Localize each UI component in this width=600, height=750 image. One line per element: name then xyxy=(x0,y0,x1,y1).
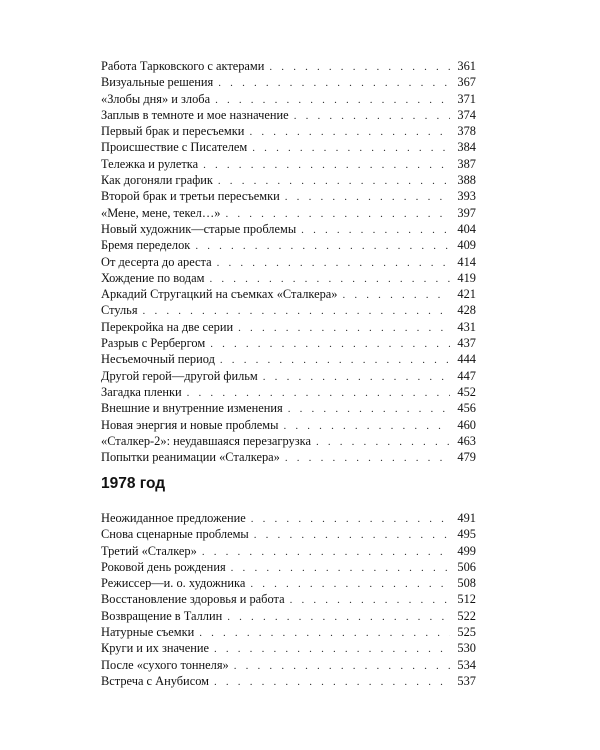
toc-dot-leader xyxy=(285,189,450,205)
toc-entry-page: 431 xyxy=(457,319,476,334)
toc-dot-leader xyxy=(214,674,450,690)
toc-entry xyxy=(101,575,476,591)
toc-entry-title: Возвращение в Таллин xyxy=(101,608,223,623)
toc-entry-page: 388 xyxy=(457,173,476,188)
toc-entry-title: Новая энергия и новые проблемы xyxy=(101,417,279,432)
toc-entry xyxy=(101,270,476,286)
toc-entry-page: 491 xyxy=(457,511,476,525)
toc-dot-leader xyxy=(210,336,450,352)
toc-entry-title: Тележка и рулетка xyxy=(101,156,199,171)
toc-entry xyxy=(101,384,476,400)
toc-entry xyxy=(101,673,476,689)
toc-entry-title: Новый художник—старые проблемы xyxy=(101,221,297,236)
toc-entry xyxy=(101,417,476,433)
toc-entry xyxy=(101,640,476,656)
toc-entry xyxy=(101,221,476,237)
toc-dot-leader xyxy=(238,320,450,336)
toc-entry-title: Режиссер—и. о. художника xyxy=(101,576,246,591)
toc-entry-title: Первый брак и пересъемки xyxy=(101,124,245,139)
toc-entry-page: 444 xyxy=(457,352,476,367)
toc-entry xyxy=(101,510,476,526)
toc-entry xyxy=(101,559,476,575)
toc-dot-leader xyxy=(283,418,450,434)
toc-entry-page: 404 xyxy=(457,221,476,236)
toc-dot-leader xyxy=(195,238,450,254)
toc-entry-title: «Мене, мене, текел…» xyxy=(101,205,221,220)
toc-entry xyxy=(101,205,476,221)
toc-entry-title: Происшествие с Писателем xyxy=(101,140,248,155)
toc-entry-page: 374 xyxy=(457,107,476,122)
toc-entry xyxy=(101,433,476,449)
toc-entry-page: 447 xyxy=(457,368,476,383)
toc-entry xyxy=(101,543,476,559)
toc-entry xyxy=(101,58,476,74)
toc-entry-title: Снова сценарные проблемы xyxy=(101,527,249,542)
toc-entry xyxy=(101,400,476,416)
toc-dot-leader xyxy=(252,140,450,156)
toc-entry xyxy=(101,302,476,318)
toc-entry-title: Перекройка на две серии xyxy=(101,319,234,334)
toc-dot-leader xyxy=(290,592,450,608)
toc-entry-title: Другой герой—другой фильм xyxy=(101,368,258,383)
toc-dot-leader xyxy=(263,369,450,385)
toc-entry-title: Хождение по водам xyxy=(101,270,205,285)
toc-list-1978 xyxy=(101,510,476,689)
toc-entry xyxy=(101,123,476,139)
toc-dot-leader xyxy=(316,434,450,450)
toc-entry-page: 414 xyxy=(457,254,476,269)
toc-entry-title: Встреча с Анубисом xyxy=(101,673,209,688)
toc-entry-page: 525 xyxy=(457,625,476,640)
toc-entry xyxy=(101,368,476,384)
toc-entry-title: Загадка пленки xyxy=(101,384,182,399)
toc-entry-title: Восстановление здоровья и работа xyxy=(101,592,285,607)
toc-dot-leader xyxy=(342,287,450,303)
toc-entry-title: Несъемочный период xyxy=(101,352,215,367)
toc-entry-page: 537 xyxy=(457,673,476,688)
toc-entry-page: 463 xyxy=(457,433,476,448)
toc-entry xyxy=(101,156,476,172)
toc-dot-leader xyxy=(251,511,450,527)
toc-entry-page: 419 xyxy=(457,270,476,285)
toc-entry xyxy=(101,172,476,188)
toc-dot-leader xyxy=(301,222,450,238)
toc-entry-title: Заплыв в темноте и мое назначение xyxy=(101,107,289,122)
toc-entry xyxy=(101,624,476,640)
toc-entry-page: 421 xyxy=(457,287,476,302)
toc-entry-title: От десерта до ареста xyxy=(101,254,212,269)
toc-entry xyxy=(101,188,476,204)
toc-entry-page: 456 xyxy=(457,401,476,416)
toc-entry-title: Бремя переделок xyxy=(101,238,191,253)
toc-entry-page: 499 xyxy=(457,543,476,558)
toc-dot-leader xyxy=(269,59,450,75)
toc-entry-title: Разрыв с Рербергом xyxy=(101,336,206,351)
toc-entry xyxy=(101,335,476,351)
toc-entry-page: 534 xyxy=(457,657,476,672)
toc-entry-page: 384 xyxy=(457,140,476,155)
toc-entry xyxy=(101,526,476,542)
toc-entry-page: 522 xyxy=(457,608,476,623)
toc-dot-leader xyxy=(187,385,450,401)
toc-entry-page: 428 xyxy=(457,303,476,318)
toc-dot-leader xyxy=(249,124,450,140)
toc-entry xyxy=(101,254,476,270)
toc-entry-page: 409 xyxy=(457,238,476,253)
toc-entry-title: Аркадий Стругацкий на съемках «Сталкера» xyxy=(101,287,338,302)
toc-dot-leader xyxy=(215,92,450,108)
toc-entry-title: Третий «Сталкер» xyxy=(101,543,197,558)
toc-dot-leader xyxy=(225,206,450,222)
toc-entry-title: Работа Тарковского с актерами xyxy=(101,59,265,73)
toc-dot-leader xyxy=(218,75,450,91)
toc-entry-page: 378 xyxy=(457,124,476,139)
toc-dot-leader xyxy=(217,255,450,271)
toc-entry-title: Круги и их значение xyxy=(101,641,209,656)
toc-dot-leader xyxy=(202,544,450,560)
toc-dot-leader xyxy=(254,527,450,543)
toc-entry-page: 512 xyxy=(457,592,476,607)
toc-entry xyxy=(101,351,476,367)
toc-entry-title: Попытки реанимации «Сталкера» xyxy=(101,450,280,465)
toc-entry-title: Внешние и внутренние изменения xyxy=(101,401,283,416)
toc-entry xyxy=(101,449,476,465)
toc-entry-page: 367 xyxy=(457,75,476,90)
toc-entry-page: 437 xyxy=(457,336,476,351)
toc-dot-leader xyxy=(143,303,450,319)
toc-entry-page: 479 xyxy=(457,450,476,465)
toc-entry-title: Натурные съемки xyxy=(101,625,195,640)
toc-dot-leader xyxy=(294,108,450,124)
toc-dot-leader xyxy=(285,450,450,466)
toc-entry-title: Визуальные решения xyxy=(101,75,214,90)
toc-entry xyxy=(101,237,476,253)
toc-entry xyxy=(101,319,476,335)
toc-entry-title: Как догоняли график xyxy=(101,173,213,188)
toc-dot-leader xyxy=(227,609,450,625)
toc-entry-page: 530 xyxy=(457,641,476,656)
toc-entry-page: 506 xyxy=(457,559,476,574)
toc-entry-page: 387 xyxy=(457,156,476,171)
toc-entry xyxy=(101,91,476,107)
toc-dot-leader xyxy=(231,560,450,576)
toc-dot-leader xyxy=(203,157,450,173)
toc-entry-title: «Злобы дня» и злоба xyxy=(101,91,211,106)
toc-dot-leader xyxy=(209,271,450,287)
toc-entry-title: Неожиданное предложение xyxy=(101,511,246,525)
toc-entry-page: 397 xyxy=(457,205,476,220)
toc-entry-title: Стулья xyxy=(101,303,138,318)
toc-entry-page: 495 xyxy=(457,527,476,542)
toc-dot-leader xyxy=(288,401,450,417)
toc-entry-title: После «сухого тоннеля» xyxy=(101,657,229,672)
toc-dot-leader xyxy=(220,352,450,368)
toc-entry xyxy=(101,591,476,607)
toc-list-main xyxy=(101,58,476,465)
toc-entry-title: «Сталкер-2»: неудавшаяся перезагрузка xyxy=(101,433,311,448)
toc-entry xyxy=(101,286,476,302)
toc-entry-page: 393 xyxy=(457,189,476,204)
toc-entry-page: 452 xyxy=(457,384,476,399)
toc-entry-title: Второй брак и третьи пересъемки xyxy=(101,189,280,204)
toc-entry-title: Роковой день рождения xyxy=(101,559,226,574)
toc-entry-page: 371 xyxy=(457,91,476,106)
toc-entry xyxy=(101,657,476,673)
toc-entry-page: 361 xyxy=(457,59,476,73)
toc-entry xyxy=(101,608,476,624)
toc-dot-leader xyxy=(234,658,450,674)
toc-entry xyxy=(101,139,476,155)
toc-entry xyxy=(101,74,476,90)
section-heading-1978: 1978 год xyxy=(101,475,166,492)
toc-entry-page: 508 xyxy=(457,576,476,591)
toc-dot-leader xyxy=(214,641,450,657)
toc-dot-leader xyxy=(250,576,450,592)
toc-entry-page: 460 xyxy=(457,417,476,432)
toc-dot-leader xyxy=(199,625,450,641)
toc-entry xyxy=(101,107,476,123)
toc-dot-leader xyxy=(218,173,450,189)
